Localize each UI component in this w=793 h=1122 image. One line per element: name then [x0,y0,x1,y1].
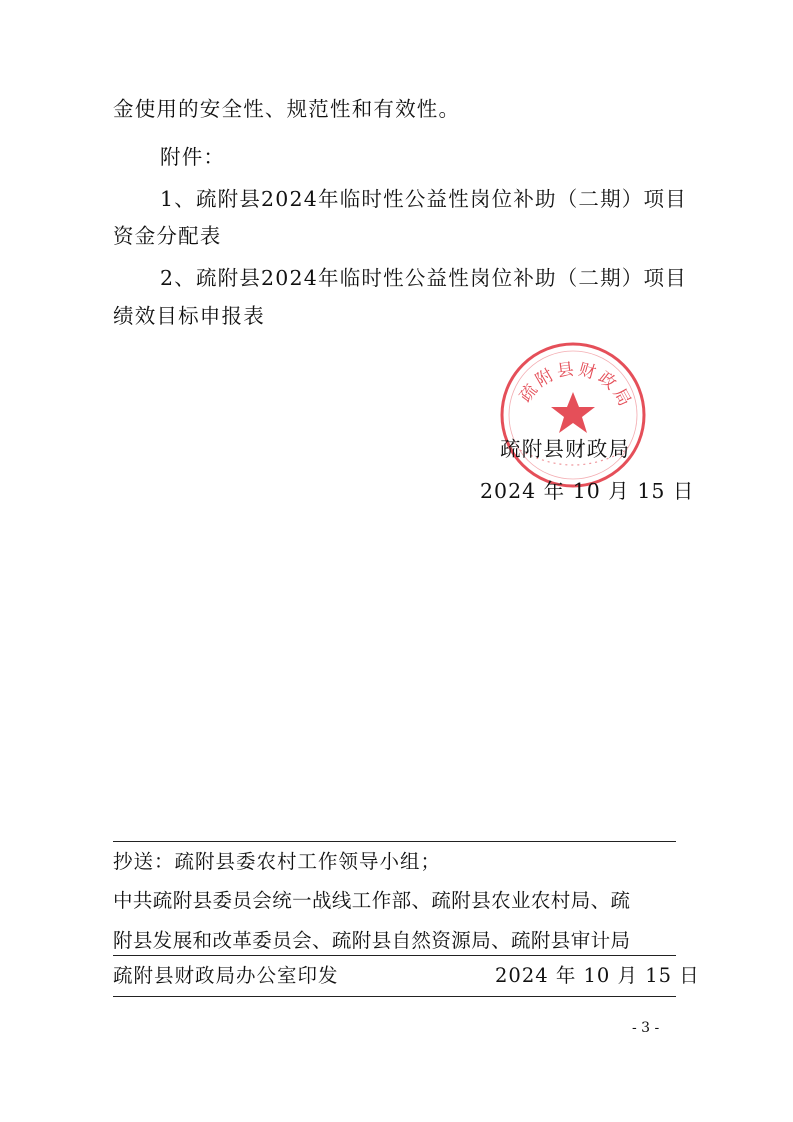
attachment-2-title-cont: 绩效目标申报表 [113,304,265,328]
attachments-label: 附件： [160,145,226,169]
signing-organization: 疏附县财政局 [500,437,631,461]
body-text-line: 金使用的安全性、规范性和有效性。 [113,97,461,121]
issuing-office: 疏附县财政局办公室印发 [113,964,339,987]
seal-text: 疏附县财政局 [515,359,636,413]
footer-top-rule [113,841,676,842]
seal-star-icon [551,392,595,433]
attachment-2-title: 2、疏附县2024年临时性公益性岗位补助（二期）项目 [160,266,687,290]
cc-recipients-line1: 抄送：疏附县委农村工作领导小组； [113,850,442,873]
page-number: - 3 - [632,1020,660,1036]
attachment-1-title-cont: 资金分配表 [113,224,222,248]
footer-middle-rule [113,955,676,956]
cc-recipients-line2: 中共疏附县委员会统一战线工作部、疏附县农业农村局、疏 [113,889,631,912]
official-seal [498,340,648,490]
attachment-1-title: 1、疏附县2024年临时性公益性岗位补助（二期）项目 [160,187,687,211]
cc-recipients-line3: 附县发展和改革委员会、疏附县自然资源局、疏附县审计局 [113,929,631,952]
issue-date: 2024 年 10 月 15 日 [495,964,700,987]
footer-bottom-rule [113,996,676,997]
signing-date: 2024 年 10 月 15 日 [480,479,695,503]
